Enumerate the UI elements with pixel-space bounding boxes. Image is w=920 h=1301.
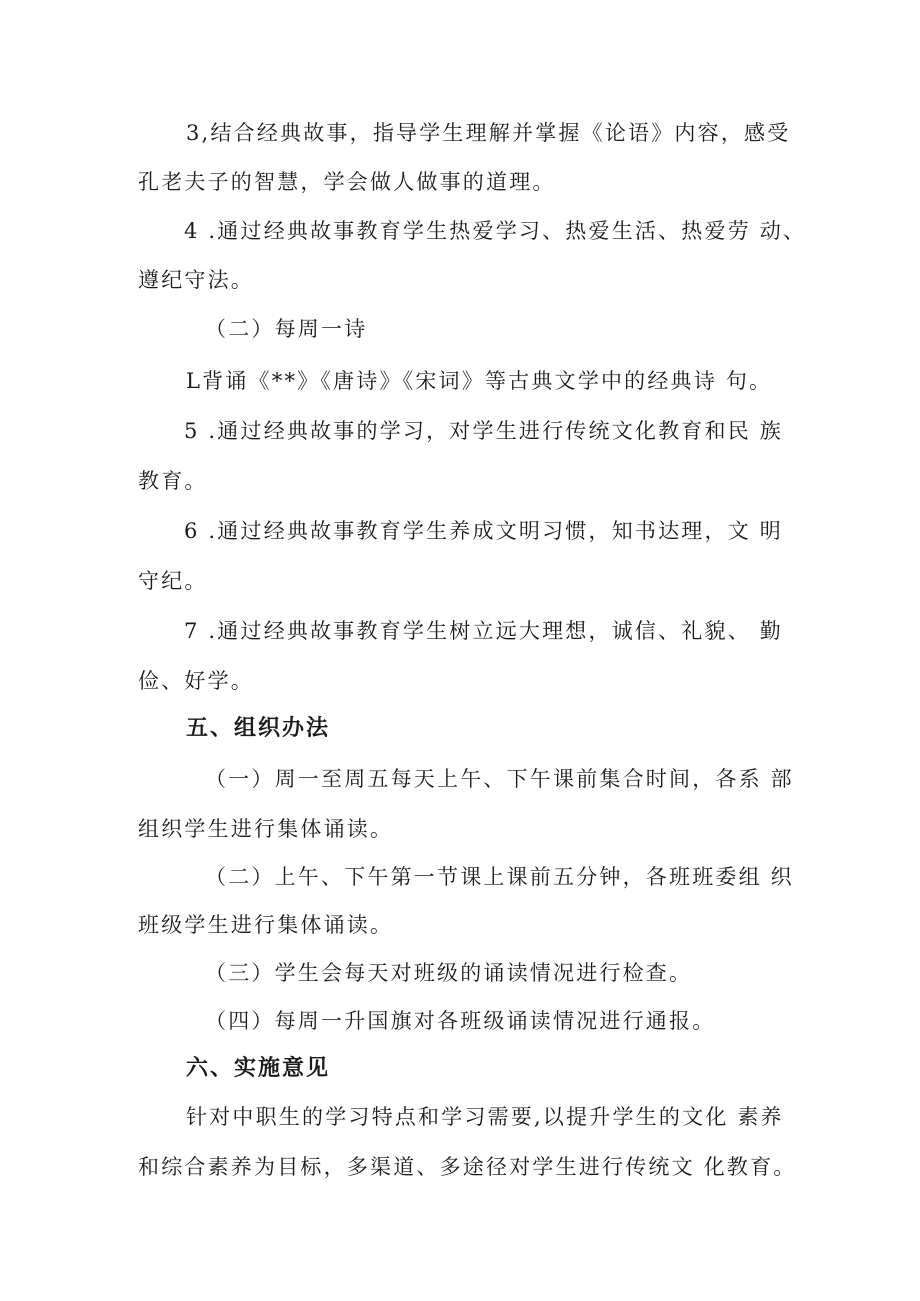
paragraph-line: （四）每周一升国旗对各班级诵读情况进行通报。 <box>205 1009 716 1033</box>
paragraph-line: （一）周一至周五每天上午、下午课前集合时间，各系 部 <box>205 767 794 791</box>
paragraph-line: 7 .通过经典故事教育学生树立远大理想，诚信、礼貌、 勤 <box>184 619 783 643</box>
section-heading: 六、实施意见 <box>186 1056 331 1081</box>
paragraph-line: L背诵《**》《唐诗》《宋词》等古典文学中的经典诗 句。 <box>186 369 773 393</box>
paragraph-line: 守纪。 <box>138 569 208 593</box>
paragraph-line: 孔老夫子的智慧，学会做人做事的道理。 <box>138 170 556 194</box>
paragraph-line: 班级学生进行集体诵读。 <box>138 913 394 937</box>
paragraph-line: 4 .通过经典故事教育学生热爱学习、热爱生活、热爱劳 动、 <box>184 219 807 243</box>
paragraph-line: （三）学生会每天对班级的诵读情况进行检查。 <box>205 961 693 985</box>
paragraph-line: 组织学生进行集体诵读。 <box>138 817 394 841</box>
paragraph-line: 5 .通过经典故事的学习，对学生进行传统文化教育和民 族 <box>184 419 783 443</box>
paragraph-line: 遵纪守法。 <box>138 268 254 292</box>
paragraph-line: 3,结合经典故事，指导学生理解并掌握《论语》内容，感受 <box>186 121 791 145</box>
paragraph-line: 6 .通过经典故事教育学生养成文明习惯，知书达理，文 明 <box>184 519 783 543</box>
paragraph-line: 教育。 <box>138 469 208 493</box>
paragraph-line: 针对中职生的学习特点和学习需要,以提升学生的文化 素养 <box>186 1105 784 1129</box>
paragraph-line: （二）上午、下午第一节课上课前五分钟，各班班委组 织 <box>205 865 794 889</box>
paragraph-line: 和综合素养为目标，多渠道、多途径对学生进行传统文 化教育。 <box>138 1155 797 1179</box>
paragraph-line: 俭、好学。 <box>138 669 254 693</box>
section-heading: 五、组织办法 <box>186 716 331 741</box>
section-subheading: （二）每周一诗 <box>205 317 368 341</box>
